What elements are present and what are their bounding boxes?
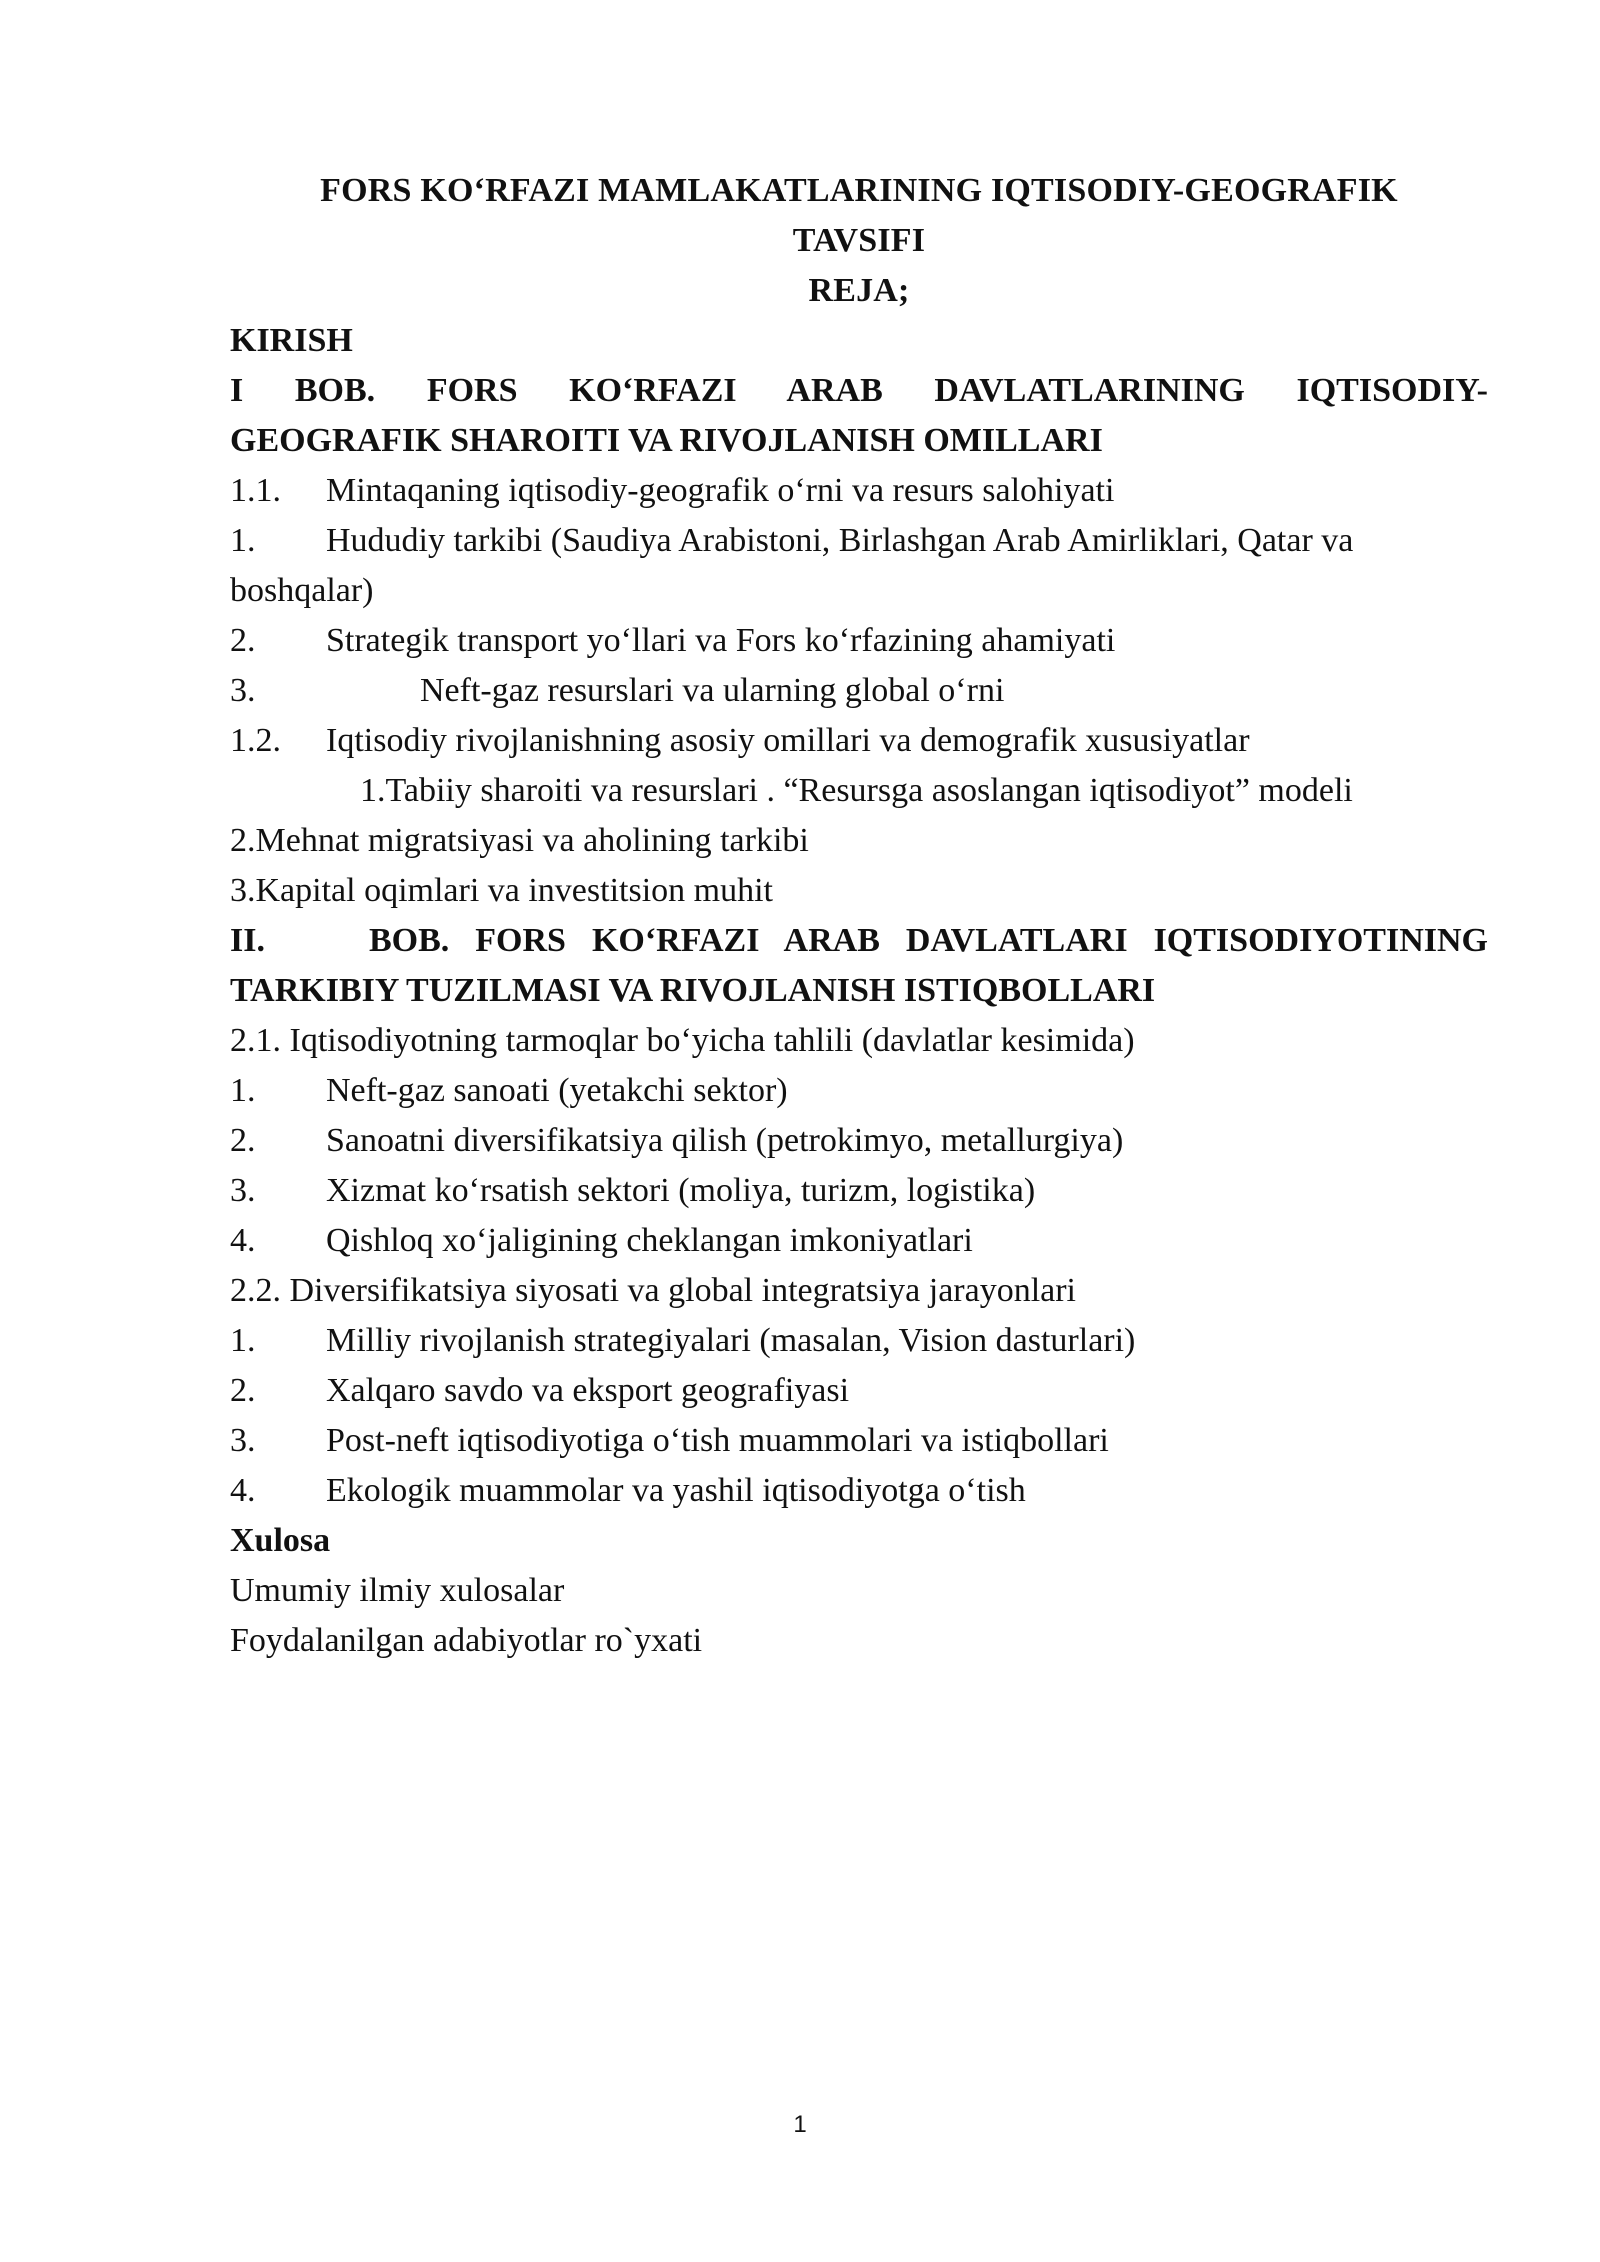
list-item — [230, 1116, 1488, 1166]
section-2-1: 2.1. Iqtisodiyotning tarmoqlar bo‘yicha tahlili (davlatlar kesimida) — [230, 1022, 1135, 1059]
section-number: 1.1. — [230, 472, 281, 509]
section-number: 1.2. — [230, 722, 281, 759]
section-2-2: 2.2. Diversifikatsiya siyosati va global integratsiya jarayonlari — [230, 1272, 1076, 1309]
item-number: 1. — [230, 1072, 256, 1109]
item-number: 1. — [230, 522, 256, 559]
chapter-1-heading-line-2: GEOGRAFIK SHAROITI VA RIVOJLANISH OMILLARI — [230, 422, 1103, 459]
item-number: 2. — [230, 1122, 256, 1159]
list-item — [230, 1466, 1488, 1516]
item-text: Milliy rivojlanish strategiyalari (masalan, Vision dasturlari) — [326, 1322, 1136, 1359]
item-number: 4. — [230, 1472, 256, 1509]
item-text: Neft-gaz sanoati (yetakchi sektor) — [326, 1072, 788, 1109]
document-title-line-2: TAVSIFI — [792, 222, 926, 259]
item-number: 4. — [230, 1222, 256, 1259]
item-number: 2. — [230, 1372, 256, 1409]
page-number: 1 — [793, 2111, 807, 2138]
list-item — [230, 1366, 1488, 1416]
item-text: Ekologik muammolar va yashil iqtisodiyotga o‘tish — [326, 1472, 1026, 1509]
section-1-1 — [230, 466, 1488, 516]
list-item — [230, 1066, 1488, 1116]
list-item — [230, 666, 1488, 716]
item-number: 2. — [230, 622, 256, 659]
list-item — [230, 1316, 1488, 1366]
list-item: 3.Kapital oqimlari va investitsion muhit — [230, 872, 773, 909]
section-title: Mintaqaning iqtisodiy-geografik o‘rni va resurs salohiyati — [326, 472, 1115, 509]
item-text: Neft-gaz resurslari va ularning global o‘rni — [420, 672, 1005, 709]
list-item: 2.Mehnat migratsiyasi va aholining tarkibi — [230, 822, 809, 859]
item-text: Xalqaro savdo va eksport geografiyasi — [326, 1372, 850, 1409]
document-title-line-1: FORS KO‘RFAZI MAMLAKATLARINING IQTISODIY-GEOGRAFIK — [320, 172, 1398, 209]
chapter-2-heading-line-1: II. BOB. FORS KO‘RFAZI ARAB DAVLATLARI IQTISODIYOTINING — [230, 922, 1488, 959]
item-text: Strategik transport yo‘llari va Fors ko‘rfazining ahamiyati — [326, 622, 1116, 659]
item-number: 3. — [230, 1422, 256, 1459]
item-number: 1. — [230, 1322, 256, 1359]
list-item: Foydalanilgan adabiyotlar ro`yxati — [230, 1622, 703, 1659]
list-item: Umumiy ilmiy xulosalar — [230, 1572, 565, 1609]
list-item — [230, 1416, 1488, 1466]
item-text: Post-neft iqtisodiyotiga o‘tish muammolari va istiqbollari — [326, 1422, 1109, 1459]
plan-heading: REJA; — [808, 272, 910, 309]
section-title: Iqtisodiy rivojlanishning asosiy omillari va demografik xususiyatlar — [326, 722, 1250, 759]
chapter-2-heading-line-2: TARKIBIY TUZILMASI VA RIVOJLANISH ISTIQBOLLARI — [230, 972, 1156, 1009]
intro-heading: KIRISH — [230, 322, 353, 359]
chapter-1-heading-line-1: I BOB. FORS KO‘RFAZI ARAB DAVLATLARINING IQTISODIY- — [230, 372, 1488, 409]
item-text: Sanoatni diversifikatsiya qilish (petrokimyo, metallurgiya) — [326, 1122, 1124, 1159]
item-number: 3. — [230, 1172, 256, 1209]
conclusion-heading: Xulosa — [230, 1522, 331, 1559]
item-text: Hududiy tarkibi (Saudiya Arabistoni, Birlashgan Arab Amirliklari, Qatar va — [326, 522, 1354, 559]
list-item — [230, 1216, 1488, 1266]
list-item — [230, 516, 1488, 566]
list-item — [230, 616, 1488, 666]
item-text: Qishloq xo‘jaligining cheklangan imkoniyatlari — [326, 1222, 973, 1259]
section-1-2 — [230, 716, 1488, 766]
item-text: Xizmat ko‘rsatish sektori (moliya, turizm, logistika) — [326, 1172, 1036, 1209]
list-item: 1.Tabiiy sharoiti va resurslari . “Resursga asoslangan iqtisodiyot” modeli — [360, 772, 1353, 809]
item-number: 3. — [230, 672, 256, 709]
list-item — [230, 1166, 1488, 1216]
list-item-continuation: boshqalar) — [230, 572, 374, 609]
